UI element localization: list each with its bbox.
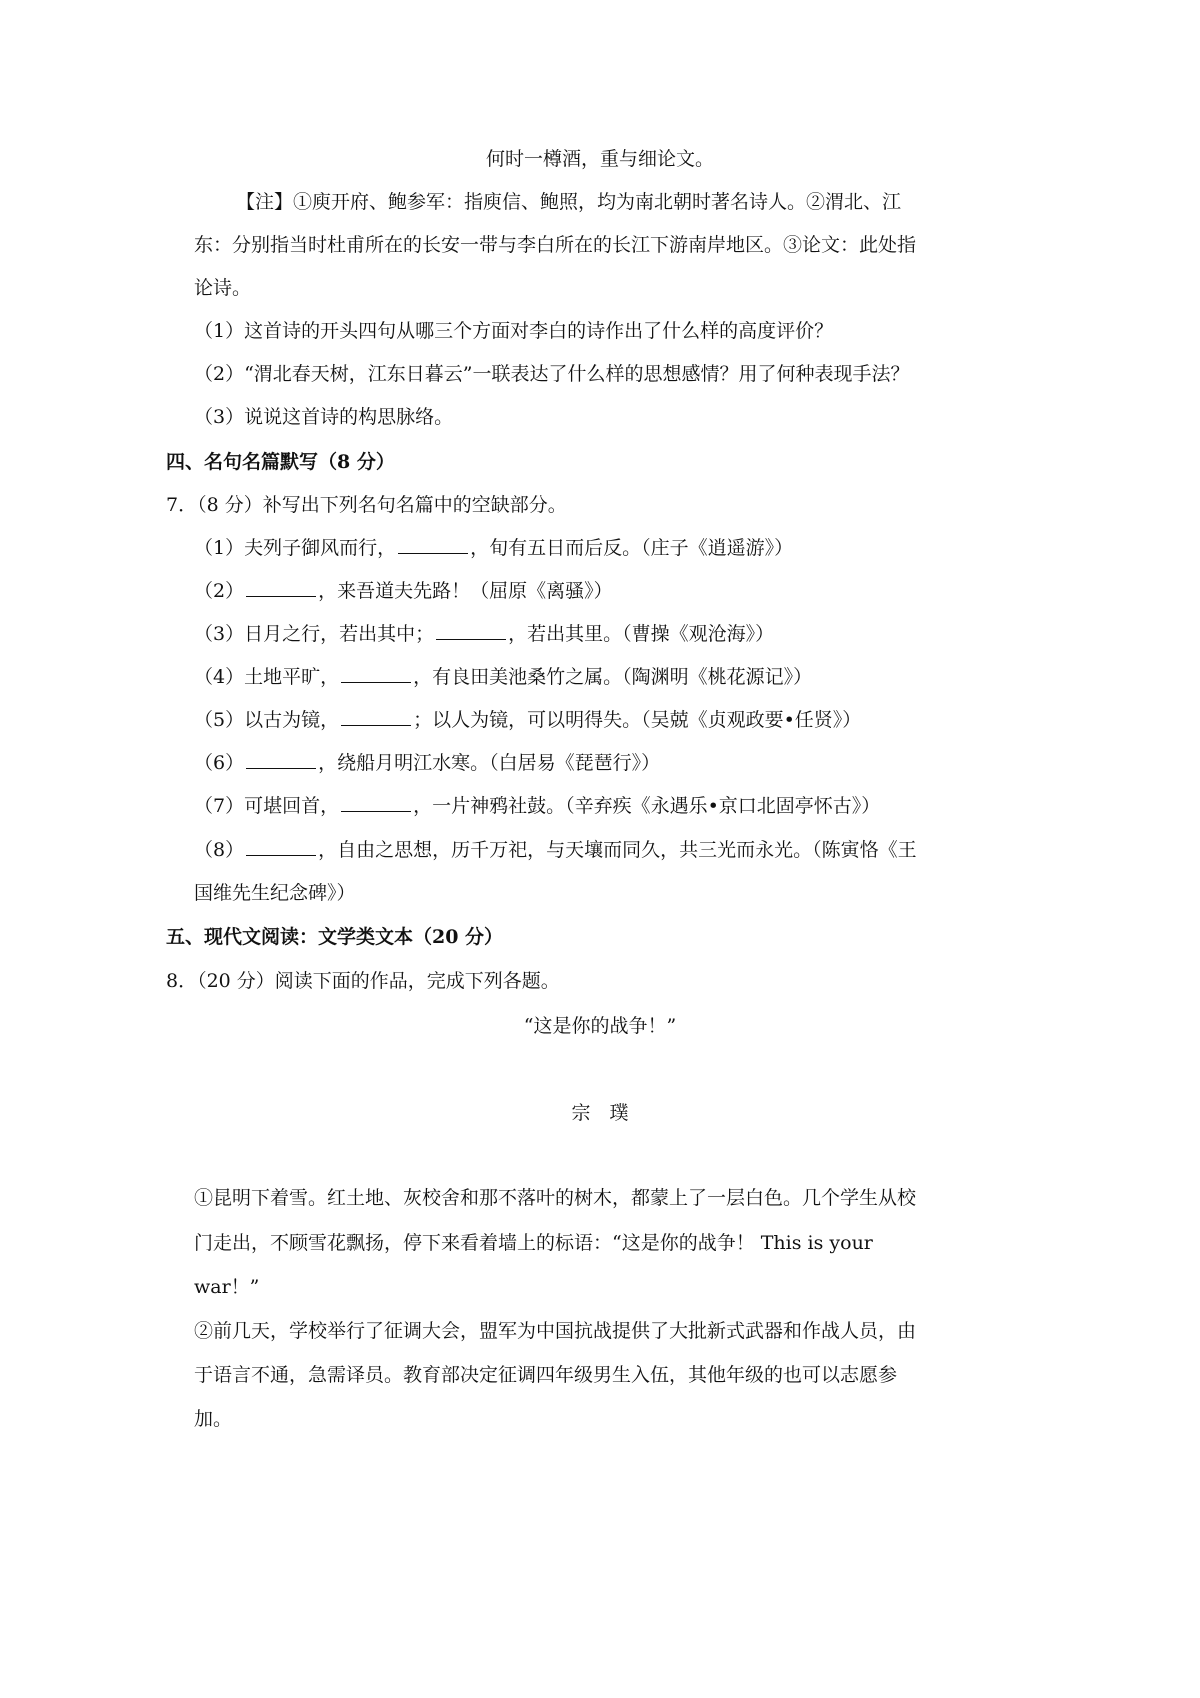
fill-item-post: ，若出其里。（曹操《观沧海》） [508,623,775,645]
question-8-stem: 8．（20 分）阅读下面的作品，完成下列各题。 [166,970,560,992]
paragraph-2-line-3: 加。 [194,1408,233,1430]
fill-item-post: ，自由之思想，历千万祀，与天壤而同久，共三光而永光。（陈寅恪《王 [318,839,917,861]
fill-item-post: ，一片神鸦社鼓。（辛弃疾《永遇乐•京口北固亭怀古》） [413,795,881,817]
fill-item-post: ，有良田美池桑竹之属。（陶渊明《桃花源记》） [413,666,813,688]
fill-item-pre: （7）可堪回首， [194,795,340,817]
fill-item-pre: （2） [194,580,245,602]
fill-item-6 [194,750,660,776]
story-title: “这是你的战争！” [523,1015,677,1037]
fill-item-pre: （4）土地平旷， [194,666,340,688]
fill-item-post: ；以人为镜，可以明得失。（吴兢《贞观政要•任贤》） [413,709,862,731]
section-5-heading: 五、现代文阅读：文学类文本（20 分） [166,926,504,948]
fill-item-8 [194,837,917,863]
question-6-3: （3）说说这首诗的构思脉络。 [194,406,454,428]
answer-blank[interactable] [341,664,411,683]
answer-blank[interactable] [341,707,411,726]
fill-item-pre: （1）夫列子御风而行， [194,537,397,559]
poem-last-line: 何时一樽酒，重与细论文。 [485,148,714,170]
fill-item-8-continued: 国维先生纪念碑》） [194,882,356,904]
section-4-heading: 四、名句名篇默写（8 分） [166,451,395,473]
fill-item-2 [194,578,613,604]
paragraph-2-line-2: 于语言不通，急需译员。教育部决定征调四年级男生入伍，其他年级的也可以志愿参 [194,1364,898,1386]
paragraph-1-line-1: ①昆明下着雪。红土地、灰校舍和那不落叶的树木，都蒙上了一层白色。几个学生从校 [194,1187,917,1209]
answer-blank[interactable] [246,578,316,597]
note-line-3: 论诗。 [194,277,252,299]
fill-item-pre: （6） [194,752,245,774]
answer-blank[interactable] [246,750,316,769]
fill-item-1 [194,535,793,561]
answer-blank[interactable] [246,837,316,856]
paragraph-1-line-2: 门走出，不顾雪花飘扬，停下来看着墙上的标语：“这是你的战争！ This is your [194,1232,873,1254]
answer-blank[interactable] [436,621,506,640]
paragraph-1-line-3: war！” [194,1276,260,1298]
question-7-stem: 7．（8 分）补写出下列名句名篇中的空缺部分。 [166,494,567,516]
question-6-1: （1）这首诗的开头四句从哪三个方面对李白的诗作出了什么样的高度评价？ [194,320,834,342]
fill-item-3 [194,621,774,647]
fill-item-5 [194,707,861,733]
paragraph-2-line-1: ②前几天，学校举行了征调大会，盟军为中国抗战提供了大批新式武器和作战人员，由 [194,1320,917,1342]
fill-item-4 [194,664,812,690]
answer-blank[interactable] [398,535,468,554]
fill-item-pre: （3）日月之行，若出其中； [194,623,435,645]
fill-item-post: ，绕船月明江水寒。（白居易《琵琶行》） [318,752,661,774]
fill-item-7 [194,793,880,819]
note-line-2: 东：分别指当时杜甫所在的长安一带与李白所在的长江下游南岸地区。③论文：此处指 [194,234,917,256]
fill-item-post: ，来吾道夫先路！（屈原《离骚》） [318,580,613,602]
story-author: 宗 璞 [571,1102,629,1124]
fill-item-pre: （8） [194,839,245,861]
question-6-2: （2）“渭北春天树，江东日暮云”一联表达了什么样的思想感情？用了何种表现手法？ [194,363,910,385]
fill-item-pre: （5）以古为镜， [194,709,340,731]
answer-blank[interactable] [341,793,411,812]
fill-item-post: ，旬有五日而后反。（庄子《逍遥游》） [470,537,794,559]
note-line-1: 【注】①庾开府、鲍参军：指庾信、鲍照，均为南北朝时著名诗人。②渭北、江 [236,191,902,213]
